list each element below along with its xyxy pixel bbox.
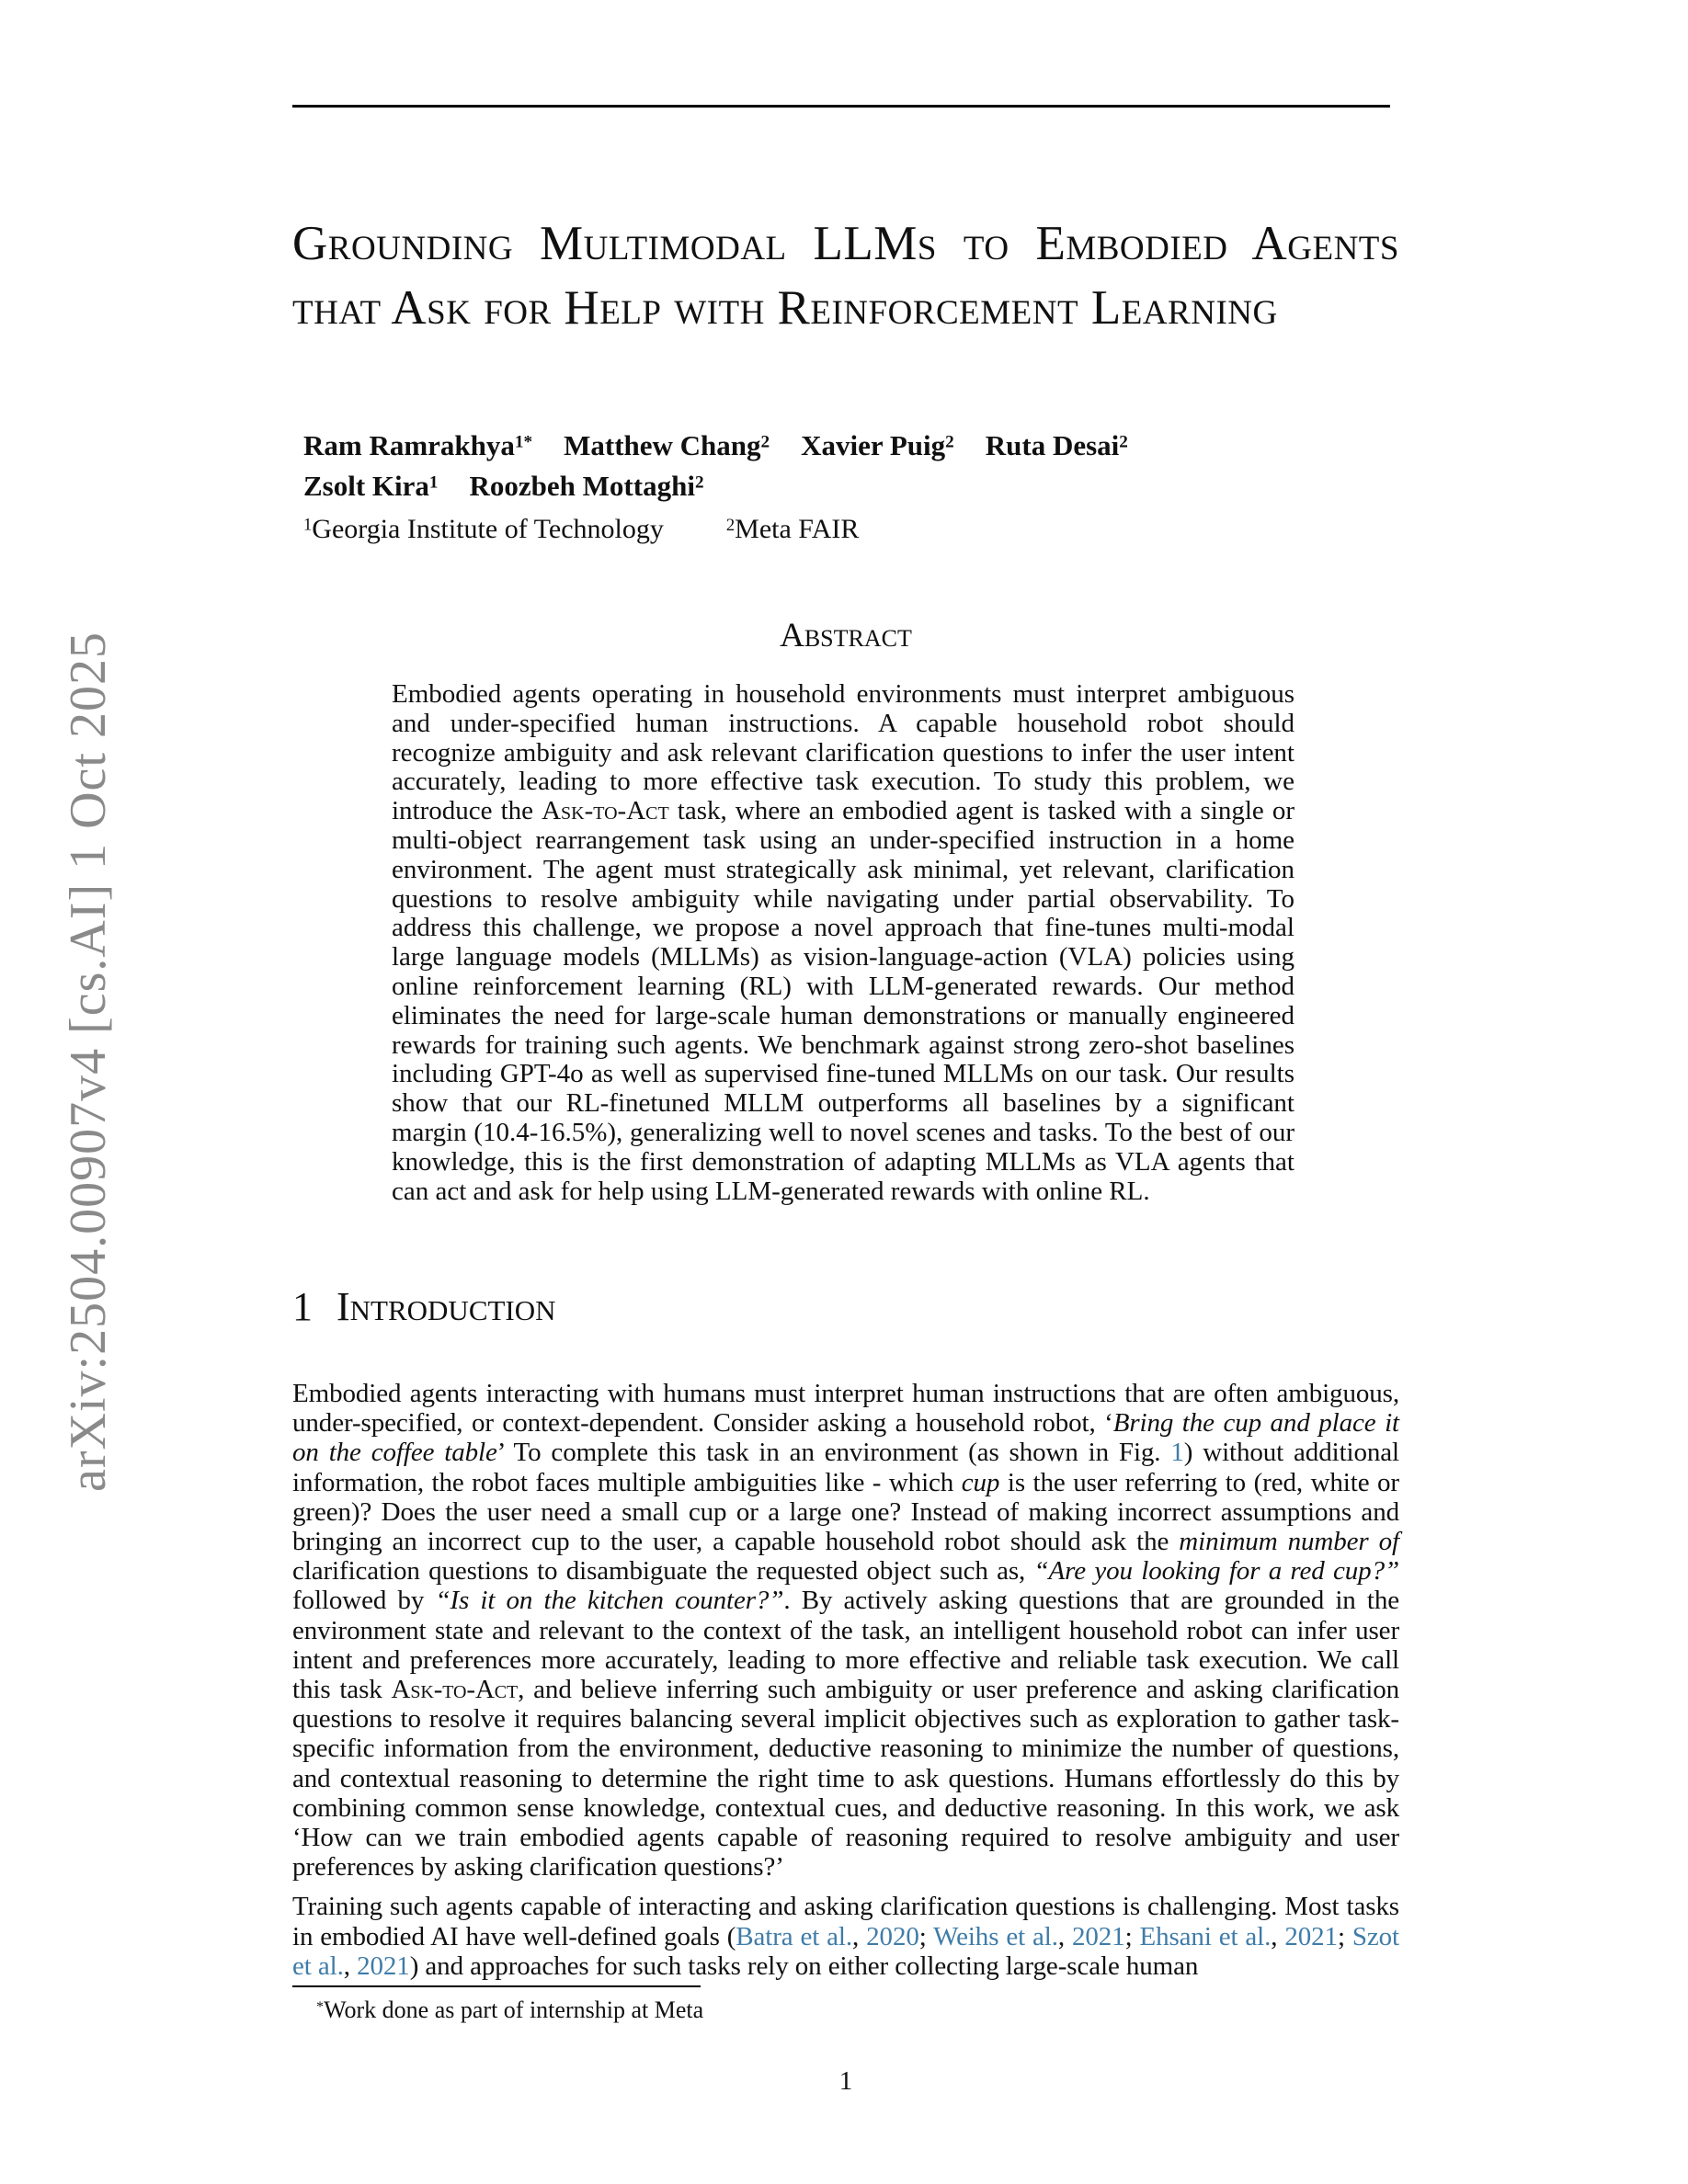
text-segment: Embodied agents operating in household environments must interpret ambiguous and under-specified human instructions. A capable household robot should recognize ambiguity and ask relevant clarification questions to infer the user intent accurately, leading to more effective task execution. To study this problem, we introduce the (392, 679, 1295, 826)
text-segment: Georgia Institute of Technology (312, 514, 664, 544)
intro-paragraph-2 (292, 1892, 1399, 1981)
footnote (292, 1996, 1399, 2024)
text-segment: Xavier Puig (801, 429, 946, 461)
affiliation-line (303, 511, 1128, 548)
page-number: 1 (838, 2066, 853, 2096)
text-segment: clarification questions to disambiguate the requested object such as, (292, 1556, 1034, 1587)
text-segment: “Is it on the kitchen counter?” (435, 1586, 784, 1616)
author-block (303, 426, 1128, 548)
paper-title: Grounding Multimodal LLMs to Embodied Agents that Ask for Help with Reinforcement Learning (292, 217, 1399, 335)
text-segment: Work done as part of internship at Meta (324, 1996, 704, 2023)
header-rule (292, 105, 1390, 108)
text-segment: task, where an embodied agent is tasked with a single or multi-object rearrangement task using an under-specified instruction in a home environment. The agent must strategically ask minimal, yet relevant, clarification questions to resolve ambiguity while navigating under partial observability. To address this challenge, we propose a novel approach that fine-tunes multi-modal large language models (MLLMs) as vision-language-action (VLA) policies using online reinforcement learning (RL) with LLM-generated rewards. Our method eliminates the need for large-scale human demonstrations or manually engineered rewards for training such agents. We benchmark against strong zero-shot baselines including GPT-4o as well as supervised fine-tuned MLLMs on our task. Our results show that our RL-finetuned MLLM outperforms all baselines by a significant margin (10.4-16.5%), generalizing well to novel scenes and tasks. To the best of our knowledge, this is the first demonstration of adapting MLLMs as VLA agents that can act and ask for help using LLM-generated rewards with online RL. (392, 796, 1295, 1206)
text-segment: cup (961, 1467, 1000, 1497)
citation-link[interactable]: 2021 (1071, 1921, 1125, 1951)
arxiv-watermark: arXiv:2504.00907v4 [cs.AI] 1 Oct 2025 (60, 631, 117, 1492)
text-segment: ’ To complete this task in an environment (as shown in Fig. (496, 1438, 1171, 1468)
text-segment: Matthew Chang (564, 429, 761, 461)
citation-link[interactable]: 2021 (357, 1951, 410, 1981)
text-segment: Ruta Desai (985, 429, 1120, 461)
figure-1-ref-link[interactable]: 1 (1170, 1438, 1184, 1468)
text-segment: Ask-to-Act (391, 1675, 519, 1705)
text-segment: , (1271, 1921, 1285, 1951)
text-segment: 1* (514, 432, 533, 452)
text-segment: Ram Ramrakhya (303, 429, 515, 461)
text-segment: , and believe inferring such ambiguity or user preference and asking clarification questions to resolve it requires balancing several implicit objectives such as exploration to gather task-specific information from the environment, deductive reasoning to minimize the number of questions, and contextual reasoning to determine the right time to ask questions. Humans effortlessly do this by combining common sense knowledge, contextual cues, and deductive reasoning. In this work, we ask ‘How can we train embodied agents capable of reasoning required to resolve ambiguity and user preferences by asking clarification questions?’ (292, 1675, 1399, 1883)
text-segment: ; (918, 1921, 934, 1951)
text-segment: Roozbeh Mottaghi (469, 470, 695, 502)
text-segment: followed by (292, 1586, 436, 1616)
text-segment: ; (1337, 1921, 1352, 1951)
text-segment: Training such agents capable of interacting and asking clarification questions is challenging. Most tasks in embodied AI have well-defined goals ( (292, 1892, 1399, 1951)
text-segment: Bring the cup and place it on the coffee table (292, 1408, 1399, 1468)
text-segment: , (343, 1951, 358, 1981)
footnote-rule (292, 1985, 701, 1987)
text-segment: . By actively asking questions that are grounded in the environment state and relevant to the context of the task, an intelligent household robot can infer user intent and preferences more accurately, leading to more effective and reliable task execution. We call this task (292, 1586, 1399, 1705)
text-segment: , (852, 1921, 867, 1951)
text-segment: Meta FAIR (735, 514, 860, 544)
section-title: Introduction (336, 1284, 556, 1329)
citation-link[interactable]: 2020 (866, 1921, 919, 1951)
text-segment: minimum number of (1179, 1527, 1399, 1557)
text-segment: * (316, 1998, 325, 2015)
citation-link[interactable]: Weihs et al. (933, 1921, 1058, 1951)
introduction-body (292, 1379, 1399, 1981)
intro-paragraph-1 (292, 1379, 1399, 1882)
text-segment: Ask-to-Act (542, 796, 669, 826)
abstract-heading: Abstract (780, 617, 912, 654)
text-segment: 2 (760, 432, 770, 452)
text-segment: Embodied agents interacting with humans must interpret human instructions that are often ambiguous, under-specified, or context-dependent. Consider asking a household robot, ‘ (292, 1379, 1399, 1439)
citation-link[interactable]: Batra et al. (736, 1921, 853, 1951)
citation-link[interactable]: Szot et al. (292, 1921, 1400, 1981)
text-segment: 1 (303, 515, 313, 535)
citation-link[interactable]: 2021 (1284, 1921, 1338, 1951)
text-segment: ) and approaches for such tasks rely on either collecting large-scale human (409, 1951, 1199, 1981)
text-segment: 2 (945, 432, 954, 452)
section-number: 1 (292, 1284, 313, 1329)
text-segment: 1 (428, 472, 439, 493)
author-line-1 (303, 426, 1128, 466)
author-line-2 (303, 466, 1128, 506)
text-segment: , (1057, 1921, 1072, 1951)
text-segment: ; (1124, 1921, 1140, 1951)
text-segment: is the user referring to (red, white or green)? Does the user need a small cup or a large one? Instead of making incorrect assumptions and bringing an incorrect cup to the user, a capable household robot should ask the (292, 1467, 1399, 1557)
text-segment: Zsolt Kira (303, 470, 429, 502)
section-heading-introduction (292, 1283, 556, 1330)
text-segment: 2 (694, 472, 704, 493)
text-segment: 2 (1119, 432, 1128, 452)
text-segment: 2 (725, 515, 736, 535)
text-segment: “Are you looking for a red cup?” (1033, 1556, 1399, 1587)
text-segment: ) without additional information, the robot faces multiple ambiguities like - which (292, 1438, 1400, 1497)
abstract-text (392, 680, 1295, 1206)
citation-link[interactable]: Ehsani et al. (1139, 1921, 1272, 1951)
